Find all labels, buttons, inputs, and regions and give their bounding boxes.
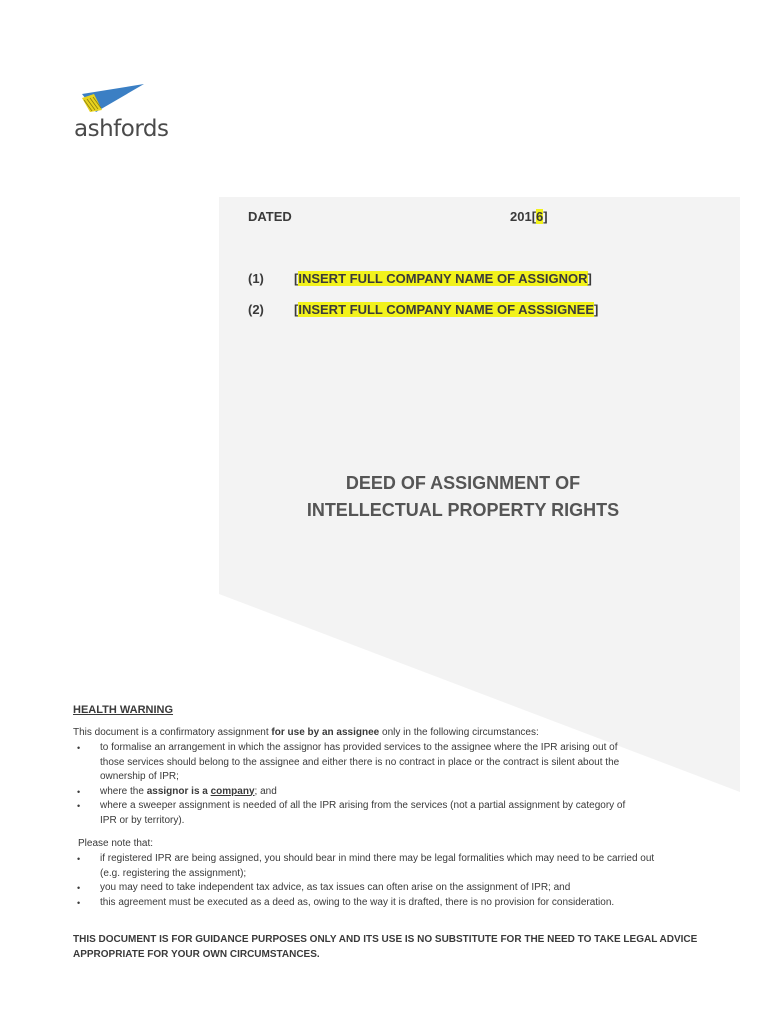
bullet-icon: • [77, 854, 81, 864]
list-item: • where a sweeper assignment is needed of all the IPR arising from the services (not a partial assignment by category of IPR or by territory). [77, 800, 626, 826]
document-title-line-2: INTELLECTUAL PROPERTY RIGHTS [306, 500, 620, 520]
dated-year: 201[6] [510, 209, 548, 224]
party-name-placeholder: INSERT FULL COMPANY NAME OF ASSIGNOR [298, 271, 588, 286]
list-item: • you may need to take independent tax advice, as tax issues can often arise on the assignment of IPR; and [73, 881, 673, 896]
bullet-icon: • [77, 743, 81, 753]
guidance-disclaimer: THIS DOCUMENT IS FOR GUIDANCE PURPOSES ONLY AND ITS USE IS NO SUBSTITUTE FOR THE NEED TO TAKE LEGAL ADVICE APPROPRIATE FOR YOUR OWN CIRCUMSTANCES. [73, 934, 698, 960]
health-warning-intro: This document is a confirmatory assignment for use by an assignee only in the following circumstances: [73, 727, 539, 738]
bullet-icon: • [77, 883, 81, 893]
party-1: (1) [INSERT FULL COMPANY NAME OF ASSIGNOR] [248, 271, 592, 286]
please-note-label: Please note that: [78, 838, 154, 849]
document-title-line-1: DEED OF ASSIGNMENT OF [345, 473, 581, 493]
year-highlight: 6 [536, 209, 544, 224]
bullet-icon: • [77, 786, 81, 797]
circumstances-list [73, 741, 633, 828]
list-item: • this agreement must be executed as a deed as, owing to the way it is drafted, there is no provision for consideration. [73, 896, 673, 911]
notes-list [73, 852, 673, 910]
party-2: (2) [INSERT FULL COMPANY NAME OF ASSSIGNEE] [248, 302, 599, 317]
list-item: • where the assignor is a company; and [73, 785, 633, 800]
list-item: • if registered IPR are being assigned, you should bear in mind there may be legal formalities which may need to be carried out (e.g. registering the assignment); [77, 853, 655, 879]
logo-wordmark: ashfords [74, 116, 169, 142]
dated-label: DATED [248, 209, 292, 224]
list-item: • to formalise an arrangement in which the assignor has provided services to the assignee where the IPR arising out of those services should belong to the assignee and either there is no contract in place or the contract is silent about the ownership of IPR; [77, 742, 620, 782]
bullet-icon: • [77, 897, 81, 908]
party-number: (1) [248, 271, 264, 286]
bullet-icon: • [77, 801, 81, 811]
health-warning-heading: HEALTH WARNING [73, 704, 174, 716]
logo-mark-icon [80, 80, 144, 114]
party-number: (2) [248, 302, 264, 317]
party-name-placeholder: INSERT FULL COMPANY NAME OF ASSSIGNEE [298, 302, 594, 317]
